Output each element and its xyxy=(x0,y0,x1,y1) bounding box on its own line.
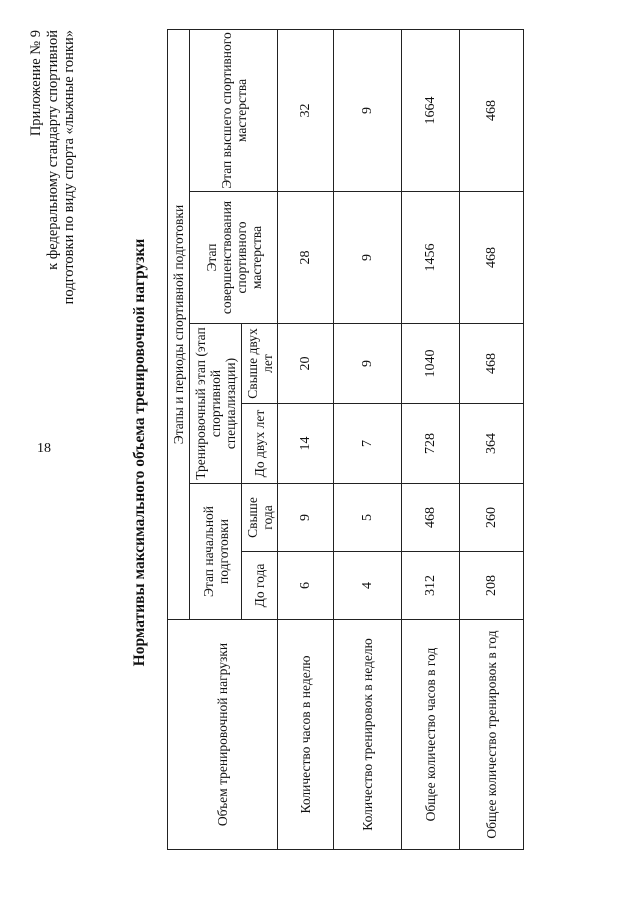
row-label: Количество часов в неделю xyxy=(278,620,334,850)
page-number: 18 xyxy=(37,441,51,456)
table-cell: 468 xyxy=(460,30,524,192)
sub-header-initial-to: До года xyxy=(242,552,278,620)
stage-highest-header: Этап высшего спортивного мастерства xyxy=(190,30,278,192)
table-cell: 1664 xyxy=(402,30,460,192)
annex-subtitle-line1: к федеральному стандарту спортивной xyxy=(44,30,61,270)
sub-header-training-to: До двух лет xyxy=(242,404,278,484)
table-cell: 260 xyxy=(460,484,524,552)
table-cell: 5 xyxy=(334,484,402,552)
stage-initial-header: Этап начальной подготовки xyxy=(190,484,242,620)
table-cell: 6 xyxy=(278,552,334,620)
table-cell: 20 xyxy=(278,324,334,404)
table-cell: 1040 xyxy=(402,324,460,404)
table-row xyxy=(460,30,524,850)
table-row xyxy=(334,30,402,850)
stage-improvement-header: Этап совершенствования спортивного мастерства xyxy=(190,192,278,324)
table-cell: 9 xyxy=(334,192,402,324)
table-title: Нормативы максимального объема тренировочной нагрузки xyxy=(131,238,148,667)
stages-group-header: Этапы и периоды спортивной подготовки xyxy=(168,30,190,620)
annex-number: Приложение № 9 xyxy=(28,30,44,137)
table-cell: 4 xyxy=(334,552,402,620)
table-cell: 364 xyxy=(460,404,524,484)
table-cell: 468 xyxy=(402,484,460,552)
row-label: Количество тренировок в неделю xyxy=(334,620,402,850)
table-cell: 14 xyxy=(278,404,334,484)
annex-header xyxy=(28,30,78,304)
row-label: Общее количество тренировок в год xyxy=(460,620,524,850)
table-cell: 1456 xyxy=(402,192,460,324)
sub-header-initial-over: Свыше года xyxy=(242,484,278,552)
table-cell: 468 xyxy=(460,192,524,324)
table-cell: 9 xyxy=(334,30,402,192)
row-header-cell: Объем тренировочной нагрузки xyxy=(168,620,278,850)
annex-subtitle-line2: подготовки по виду спорта «лыжные гонки» xyxy=(61,30,77,305)
stage-training-header: Тренировочный этап (этап спортивной специализации) xyxy=(190,324,242,484)
table-cell: 28 xyxy=(278,192,334,324)
table-cell: 468 xyxy=(460,324,524,404)
table-cell: 9 xyxy=(334,324,402,404)
row-label: Общее количество часов в год xyxy=(402,620,460,850)
table-cell: 9 xyxy=(278,484,334,552)
table-cell: 208 xyxy=(460,552,524,620)
table-cell: 312 xyxy=(402,552,460,620)
table-cell: 7 xyxy=(334,404,402,484)
table-cell: 728 xyxy=(402,404,460,484)
sub-header-training-over: Свыше двух лет xyxy=(242,324,278,404)
table-cell: 32 xyxy=(278,30,334,192)
training-load-table xyxy=(167,29,524,850)
table-row xyxy=(402,30,460,850)
table-row xyxy=(278,30,334,850)
